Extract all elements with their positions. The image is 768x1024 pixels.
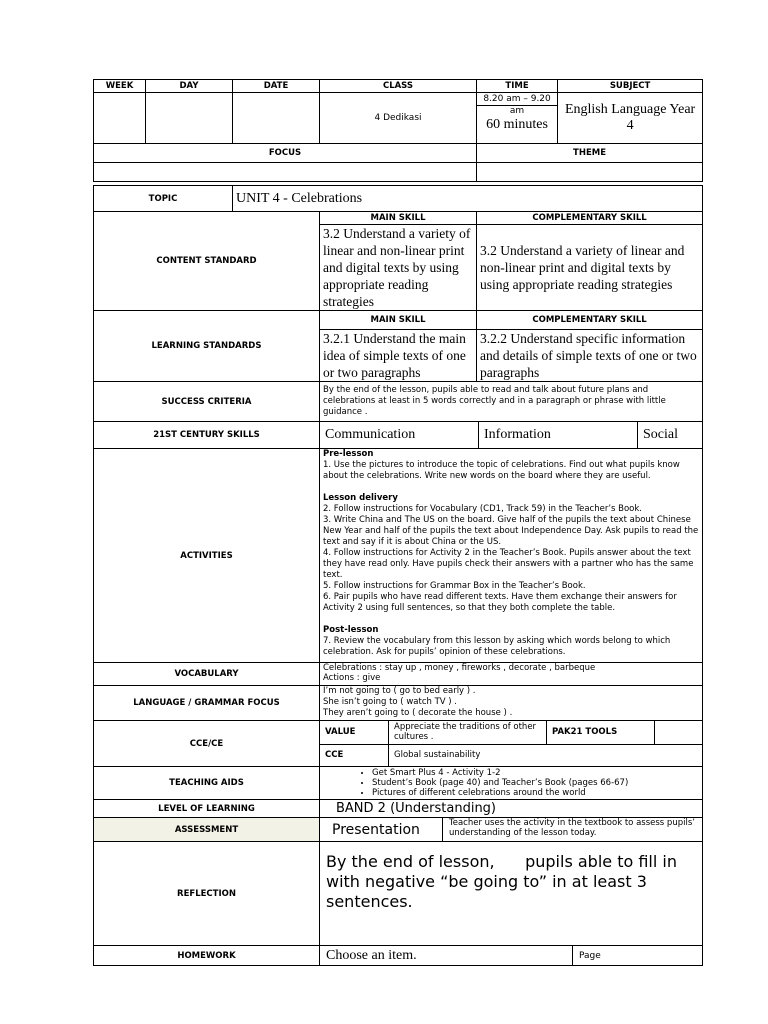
skill-information[interactable]: Information [479, 422, 638, 448]
grammar-line-3: They aren’t going to ( decorate the house ) . [323, 708, 513, 718]
homework-cell [320, 946, 703, 966]
day-header: DAY [146, 80, 233, 93]
activity-7: 7. Review the vocabulary from this lesson by asking which words belong to which celebration. Ask for pupils’ opinion of these celebrations. [323, 636, 671, 657]
page-label: Page [573, 946, 703, 965]
activity-2: 2. Follow instructions for Vocabulary (CD1, Track 59) in the Teacher’s Book. [323, 504, 643, 514]
activity-5: 5. Follow instructions for Grammar Box in the Teacher’s Book. [323, 581, 586, 591]
topic-label: TOPIC [94, 186, 233, 212]
main-skill-label: MAIN SKILL [320, 212, 477, 225]
grammar-line-1: I’m not going to ( go to bed early ) . [323, 686, 476, 696]
theme-value[interactable] [477, 163, 703, 182]
grammar-label: LANGUAGE / GRAMMAR FOCUS [94, 686, 320, 721]
teaching-aid-item: • Pictures of different celebrations around the world [372, 788, 702, 798]
pre-lesson-heading: Pre-lesson [323, 449, 374, 459]
teaching-aid-item: • Get Smart Plus 4 - Activity 1-2 [372, 768, 702, 778]
content-standard-complementary[interactable]: 3.2 Understand a variety of linear and non-linear print and digital texts by using appropriate reading strategies [477, 225, 703, 311]
complementary-skill-label-2: COMPLEMENTARY SKILL [477, 311, 703, 330]
subject-value[interactable]: English Language Year 4 [558, 93, 703, 144]
value-text[interactable]: Appreciate the traditions of other cultures . [389, 721, 547, 744]
content-standard-main[interactable]: 3.2 Understand a variety of linear and non-linear print and digital texts by using appropriate reading strategies [320, 225, 477, 311]
learning-standard-main[interactable]: 3.2.1 Understand the main idea of simple texts of one or two paragraphs [320, 330, 477, 382]
time-value-cell [477, 93, 558, 144]
main-skill-label-2: MAIN SKILL [320, 311, 477, 330]
teaching-aid-item: • Student’s Book (page 40) and Teacher’s Book (pages 66-67) [372, 778, 702, 788]
complementary-skill-label: COMPLEMENTARY SKILL [477, 212, 703, 225]
date-value[interactable] [233, 93, 320, 144]
time-header: TIME [477, 80, 558, 93]
cce-ce-label: CCE/CE [94, 721, 320, 767]
grammar-line-2: She isn’t going to ( watch TV ) . [323, 697, 458, 707]
focus-value[interactable] [94, 163, 477, 182]
reflection-text[interactable]: By the end of lesson, pupils able to fill in with negative “be going to” in at least 3 sentences. [320, 842, 703, 946]
vocabulary-line-1: Celebrations : stay up , money , fireworks , decorate , barbeque [323, 663, 596, 673]
cce-label: CCE [325, 750, 344, 761]
skill-social[interactable]: Social [638, 422, 703, 448]
skills21-cell [320, 422, 703, 449]
skills21-label: 21ST CENTURY SKILLS [94, 422, 320, 449]
cce-cell [320, 721, 703, 767]
activity-6: 6. Pair pupils who have read different texts. Have them exchange their answers for Activity 2 using full sentences, so that they both complete the table. [323, 592, 677, 613]
topic-value[interactable]: UNIT 4 - Celebrations [233, 186, 703, 212]
teaching-aids-label: TEACHING AIDS [94, 767, 320, 800]
content-standard-label: CONTENT STANDARD [94, 212, 320, 311]
lesson-plan [93, 79, 702, 966]
subject-header: SUBJECT [558, 80, 703, 93]
class-value[interactable]: 4 Dedikasi [320, 93, 477, 144]
learning-standard-complementary[interactable]: 3.2.2 Understand specific information and details of simple texts of one or two paragraphs [477, 330, 703, 382]
activities-text[interactable] [320, 449, 703, 663]
focus-label: FOCUS [94, 144, 477, 163]
assessment-method[interactable]: Presentation [332, 821, 420, 838]
vocabulary-line-2: Actions : give [323, 673, 381, 683]
pak21-value[interactable] [655, 721, 703, 744]
activity-1: 1. Use the pictures to introduce the topic of celebrations. Find out what pupils know about the celebrations. Write new words on the board where they are useful. [323, 460, 680, 481]
vocabulary-text[interactable] [320, 663, 703, 686]
assessment-label: ASSESSMENT [94, 818, 320, 842]
duration[interactable]: 60 minutes [486, 117, 548, 132]
reflection-label: REFLECTION [94, 842, 320, 946]
learning-standards-label: LEARNING STANDARDS [94, 311, 320, 382]
homework-label: HOMEWORK [94, 946, 320, 966]
teaching-aids-list[interactable] [320, 767, 703, 800]
value-label: VALUE [320, 721, 389, 744]
lesson-plan-table [93, 79, 703, 966]
level-value[interactable]: BAND 2 (Understanding) [320, 800, 703, 818]
assessment-note[interactable]: Teacher uses the activity in the textbook to assess pupils’ understanding of the lesson today. [443, 818, 703, 841]
success-criteria-label: SUCCESS CRITERIA [94, 382, 320, 422]
theme-label: THEME [477, 144, 703, 163]
activity-3: 3. Write China and The US on the board. Give half of the pupils the text about Chinese New Year and half of the pupils the text about Independence Day. Ask pupils to read the text and say if it is about China or the US. [323, 515, 699, 547]
time-range[interactable]: 8.20 am – 9.20 am [477, 93, 557, 106]
class-header: CLASS [320, 80, 477, 93]
level-label: LEVEL OF LEARNING [94, 800, 320, 818]
activity-4: 4. Follow instructions for Activity 2 in the Teacher’s Book. Pupils answer about the text they have read only. Have pupils check their answers with a partner who has the same text. [323, 548, 694, 580]
week-value[interactable] [94, 93, 146, 144]
activities-label: ACTIVITIES [94, 449, 320, 663]
vocabulary-label: VOCABULARY [94, 663, 320, 686]
homework-select[interactable]: Choose an item. [326, 947, 417, 963]
assessment-cell [320, 818, 703, 842]
success-criteria-text[interactable]: By the end of the lesson, pupils able to read and talk about future plans and celebrations at least in 5 words correctly and in a paragraph or phrase with little guidance . [320, 382, 703, 422]
week-header: WEEK [94, 80, 146, 93]
post-lesson-heading: Post-lesson [323, 625, 379, 635]
grammar-text[interactable] [320, 686, 703, 721]
date-header: DATE [233, 80, 320, 93]
day-value[interactable] [146, 93, 233, 144]
pak21-label: PAK21 TOOLS [547, 721, 655, 744]
cce-text[interactable]: Global sustainability [389, 744, 703, 766]
lesson-delivery-heading: Lesson delivery [323, 493, 398, 503]
skill-communication[interactable]: Communication [325, 427, 416, 442]
